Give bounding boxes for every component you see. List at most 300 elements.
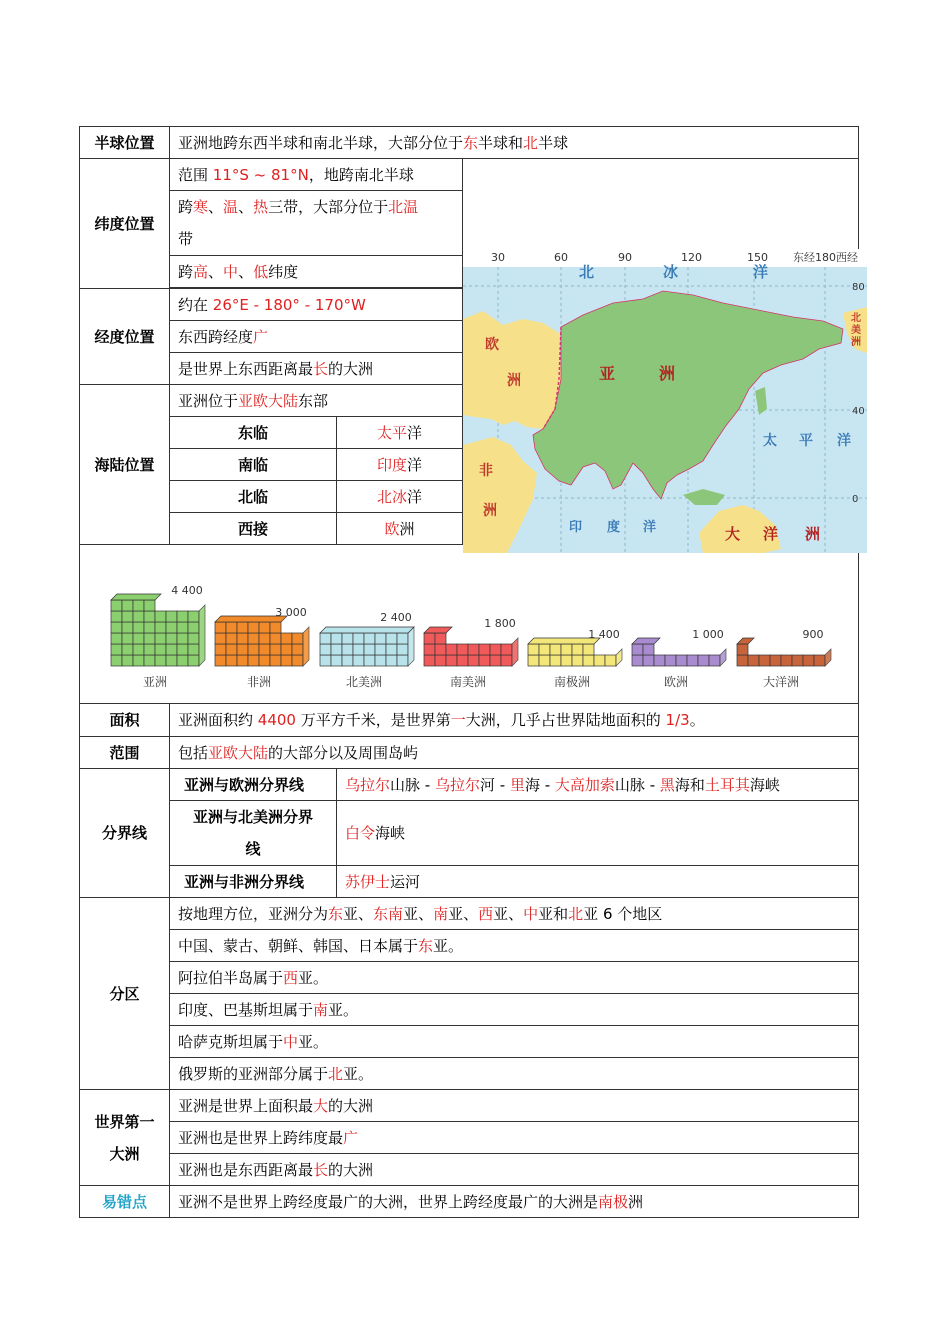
bar-cube xyxy=(166,611,177,622)
regions-label: 分区 xyxy=(80,898,170,1090)
area-label: 面积 xyxy=(80,704,170,737)
body-text: 亚洲面积约 xyxy=(178,711,258,729)
bar-cube xyxy=(781,655,792,666)
bar-side xyxy=(512,638,518,666)
bar-cube xyxy=(155,611,166,622)
body-text: 东部 xyxy=(298,391,329,410)
highlight-text: 1/3 xyxy=(665,711,690,729)
highlight-text: 北冰 xyxy=(376,487,407,506)
bar-cube xyxy=(111,600,122,611)
latitude-line-2: 跨寒、温、热三带，大部分位于北温 带 xyxy=(170,191,463,256)
highlight-text: 南 xyxy=(433,904,449,923)
bar-cube xyxy=(490,655,501,666)
sealand-south-value xyxy=(337,449,463,481)
body-text: 运河 xyxy=(390,872,421,891)
first-line-2 xyxy=(170,1122,859,1154)
bar-cube xyxy=(166,633,177,644)
bar-cube xyxy=(457,655,468,666)
highlight-text: 中 xyxy=(223,262,239,281)
latitude-tick-label: 40 xyxy=(852,406,865,417)
bar-category-label: 北美洲 xyxy=(345,675,383,689)
bar-cube xyxy=(331,633,342,644)
bar-cube xyxy=(446,644,457,655)
bar-cube xyxy=(188,633,199,644)
bar-cube xyxy=(435,655,446,666)
highlight-text: 东 xyxy=(463,133,479,152)
body-text: 亚 6 个地区 xyxy=(583,904,663,923)
highlight-text: 东南 xyxy=(373,904,404,923)
bar-cube xyxy=(550,644,561,655)
bar-cube xyxy=(166,655,177,666)
bar-cube xyxy=(748,655,759,666)
bar-cube xyxy=(122,600,133,611)
body-text: 三带，大部分位于 xyxy=(268,198,389,216)
body-text: 亚、 xyxy=(448,904,479,923)
sealand-north-label: 北临 xyxy=(170,481,337,513)
longitude-tick-label: 30 xyxy=(491,251,505,264)
body-text: 哈萨克斯坦属于 xyxy=(178,1032,284,1051)
body-text: 、 xyxy=(238,198,254,216)
arctic-ocean-label: 洋 xyxy=(753,263,769,281)
body-text: 阿拉伯半岛属于 xyxy=(178,968,284,987)
body-text: 洋 xyxy=(407,423,423,442)
highlight-text: 亚欧大陆 xyxy=(208,743,269,762)
longitude-line-3 xyxy=(170,353,463,385)
highlight-text: 4400 xyxy=(257,711,296,729)
bar-top xyxy=(111,594,161,600)
regions-line-2 xyxy=(170,930,859,962)
bar-category-label: 亚洲 xyxy=(142,675,168,689)
arctic-ocean-label: 冰 xyxy=(663,263,679,281)
bar-value-label: 3 000 xyxy=(275,606,307,619)
body-text: 亚、 xyxy=(493,904,524,923)
bar-cube xyxy=(281,655,292,666)
body-text: 按地理方位，亚洲分为 xyxy=(178,904,329,923)
highlight-text: 南极 xyxy=(598,1192,629,1211)
body-text: 亚。 xyxy=(343,1064,374,1083)
highlight-text: 太平 xyxy=(376,423,407,442)
indian-ocean-label: 度 xyxy=(607,520,621,535)
bar-cube xyxy=(759,655,770,666)
body-text: 半球和 xyxy=(478,133,524,152)
bar-cube xyxy=(364,633,375,644)
latitude-line-3 xyxy=(170,256,463,288)
body-text: 洋 xyxy=(407,487,423,506)
bar-cube xyxy=(643,655,654,666)
bar-cube xyxy=(320,655,331,666)
oceania-label: 洲 xyxy=(805,525,821,543)
sealand-east-value xyxy=(337,417,463,449)
longitude-tick-label: 90 xyxy=(618,251,632,264)
body-text: 亚洲也是东西距离最 xyxy=(178,1160,314,1179)
bar-cube xyxy=(155,622,166,633)
bar-category-label: 南美洲 xyxy=(449,675,487,689)
bar-cube xyxy=(814,655,825,666)
body-text: 海峡 xyxy=(375,824,406,842)
bar-cube xyxy=(331,655,342,666)
bar-cube xyxy=(386,655,397,666)
bar-top xyxy=(737,638,754,644)
bar-南美洲 xyxy=(424,627,518,666)
bar-cube xyxy=(259,633,270,644)
bar-cube xyxy=(292,655,303,666)
body-text: ，地跨南北半球 xyxy=(308,165,414,184)
bar-cube xyxy=(111,622,122,633)
bar-cube xyxy=(539,644,550,655)
body-text: 俄罗斯的亚洲部分属于 xyxy=(178,1064,329,1083)
bar-cube xyxy=(188,611,199,622)
body-text: 印度、巴基斯坦属于 xyxy=(178,1000,314,1019)
highlight-text: 乌拉尔 xyxy=(434,775,480,794)
body-text: 亚和 xyxy=(538,904,569,923)
area-text xyxy=(170,704,859,737)
body-text: 海峡 xyxy=(749,775,780,794)
sealand-label: 海陆位置 xyxy=(80,385,170,545)
bar-cube xyxy=(737,655,748,666)
body-text: 东西跨经度 xyxy=(178,327,254,346)
bar-cube xyxy=(501,655,512,666)
highlight-text: 南 xyxy=(313,1000,329,1019)
bar-cube xyxy=(144,611,155,622)
bar-side xyxy=(303,627,309,666)
boundary-asia-namerica-label: 亚洲与北美洲分界 线 xyxy=(170,801,337,866)
body-text: 河 - xyxy=(479,775,510,794)
asia-summary-table xyxy=(79,126,865,1218)
body-text: 、 xyxy=(208,198,224,216)
sealand-west-label: 西接 xyxy=(170,513,337,545)
bar-cube xyxy=(424,633,435,644)
boundary-asia-africa-value xyxy=(337,866,859,898)
bar-cube xyxy=(215,644,226,655)
bar-cube xyxy=(122,633,133,644)
body-text: 海和 xyxy=(674,775,705,794)
bar-top xyxy=(632,638,660,644)
highlight-text: 一 xyxy=(450,711,466,729)
body-text: 洲 xyxy=(628,1192,644,1211)
highlight-text: 大 xyxy=(313,1096,329,1115)
body-text: 亚、 xyxy=(403,904,434,923)
bar-cube xyxy=(605,655,616,666)
bar-cube xyxy=(539,655,550,666)
continent-area-chart xyxy=(80,545,857,698)
bar-cube xyxy=(226,633,237,644)
bar-cube xyxy=(248,644,259,655)
highlight-text: 北温 xyxy=(388,198,419,216)
body-text: 中国、蒙古、朝鲜、韩国、日本属于 xyxy=(178,936,419,955)
highlight-text: 11°S ~ 81°N xyxy=(212,165,309,184)
bar-cube xyxy=(111,611,122,622)
pacific-ocean-label: 洋 xyxy=(837,433,851,449)
bar-cube xyxy=(144,633,155,644)
longitude-tick-label: 60 xyxy=(554,251,568,264)
bar-cube xyxy=(292,633,303,644)
body-text: 亚洲地跨东西半球和南北半球，大部分位于 xyxy=(178,133,464,152)
bar-cube xyxy=(155,644,166,655)
bar-cube xyxy=(397,633,408,644)
arctic-ocean-label: 北 xyxy=(579,263,595,281)
bar-cube xyxy=(342,633,353,644)
bar-cube xyxy=(375,633,386,644)
pacific-ocean-label: 平 xyxy=(799,433,813,449)
pacific-ocean-label: 太 xyxy=(763,433,777,449)
highlight-text: 长 xyxy=(313,359,329,378)
bar-cube xyxy=(397,644,408,655)
body-text: 的大洲 xyxy=(328,1096,374,1115)
bar-value-label: 2 400 xyxy=(380,611,412,624)
bar-cube xyxy=(594,655,605,666)
bar-cube xyxy=(270,644,281,655)
bar-cube xyxy=(111,644,122,655)
regions-line-4 xyxy=(170,994,859,1026)
bar-cube xyxy=(237,633,248,644)
body-text: 半球 xyxy=(538,133,569,152)
bar-cube xyxy=(177,644,188,655)
bar-cube xyxy=(501,644,512,655)
bar-cube xyxy=(155,633,166,644)
bar-cube xyxy=(676,655,687,666)
bar-side xyxy=(616,649,622,666)
latitude-label: 纬度位置 xyxy=(80,159,170,289)
bar-cube xyxy=(188,655,199,666)
latitude-line-1 xyxy=(170,159,463,191)
highlight-text: 大高加索 xyxy=(554,775,615,794)
area-chart-cell xyxy=(80,545,859,704)
body-text: 的大部分以及周围岛屿 xyxy=(268,743,419,762)
bar-cube xyxy=(122,622,133,633)
sealand-west-value xyxy=(337,513,463,545)
bar-cube xyxy=(572,644,583,655)
bar-cube xyxy=(144,644,155,655)
body-text: 亚。 xyxy=(328,1000,359,1019)
bar-cube xyxy=(177,655,188,666)
highlight-text: 里 xyxy=(509,775,525,794)
bar-top xyxy=(424,627,452,633)
bar-cube xyxy=(572,655,583,666)
bar-cube xyxy=(320,633,331,644)
bar-cube xyxy=(550,655,561,666)
oceania-label: 大 xyxy=(725,525,741,543)
bar-cube xyxy=(457,644,468,655)
bar-cube xyxy=(248,633,259,644)
bar-cube xyxy=(698,655,709,666)
bar-欧洲 xyxy=(632,638,726,666)
bar-cube xyxy=(133,633,144,644)
highlight-text: 寒 xyxy=(193,198,209,216)
bar-cube xyxy=(237,622,248,633)
body-text: 纬度 xyxy=(268,262,299,281)
highlight-text: 印度 xyxy=(376,455,407,474)
bar-cube xyxy=(122,644,133,655)
highlight-text: 广 xyxy=(253,327,269,346)
europe-label: 洲 xyxy=(507,373,521,389)
body-text: 洲 xyxy=(399,519,415,538)
sealand-intro xyxy=(170,385,463,417)
bar-cube xyxy=(237,644,248,655)
longitude-label: 经度位置 xyxy=(80,289,170,385)
bar-cube xyxy=(583,644,594,655)
bar-cube xyxy=(632,655,643,666)
body-text: 亚。 xyxy=(433,936,464,955)
highlight-text: 西 xyxy=(478,904,494,923)
bar-大洋洲 xyxy=(737,638,831,666)
highlight-text: 亚欧大陆 xyxy=(238,391,299,410)
highlight-text: 温 xyxy=(223,198,239,216)
bar-cube xyxy=(111,655,122,666)
highlight-text: 高 xyxy=(193,262,209,281)
bar-cube xyxy=(561,655,572,666)
africa-label: 非 xyxy=(479,463,493,479)
indian-ocean-label: 洋 xyxy=(643,520,657,535)
bar-cube xyxy=(248,655,259,666)
body-text: 跨 xyxy=(178,198,194,216)
bar-cube xyxy=(226,622,237,633)
bar-cube xyxy=(364,644,375,655)
highlight-text: 西 xyxy=(283,968,299,987)
bar-cube xyxy=(353,633,364,644)
highlight-text: 欧 xyxy=(384,519,400,538)
bar-cube xyxy=(133,644,144,655)
bar-cube xyxy=(133,600,144,611)
bar-cube xyxy=(424,655,435,666)
body-text: 亚洲位于 xyxy=(178,391,239,410)
sealand-east-label: 东临 xyxy=(170,417,337,449)
bar-cube xyxy=(353,644,364,655)
bar-cube xyxy=(215,633,226,644)
bar-cube xyxy=(144,622,155,633)
boundary-asia-africa-label: 亚洲与非洲分界线 xyxy=(170,866,337,898)
highlight-text: 广 xyxy=(343,1128,359,1147)
bar-side xyxy=(825,649,831,666)
bar-cube xyxy=(133,655,144,666)
bar-cube xyxy=(226,655,237,666)
bar-cube xyxy=(561,644,572,655)
europe-label: 欧 xyxy=(485,337,499,353)
bar-非洲 xyxy=(215,616,309,666)
bar-cube xyxy=(215,655,226,666)
oceania-label: 洋 xyxy=(763,525,779,543)
highlight-text: 长 xyxy=(313,1160,329,1179)
body-text: 的大洲 xyxy=(328,359,374,378)
bar-cube xyxy=(133,622,144,633)
body-text: 亚、 xyxy=(343,904,374,923)
bar-side xyxy=(408,627,414,666)
bar-cube xyxy=(737,644,748,655)
highlight-text: 热 xyxy=(253,198,269,216)
bar-cube xyxy=(188,644,199,655)
mistake-label: 易错点 xyxy=(80,1186,170,1218)
bar-cube xyxy=(281,633,292,644)
latitude-tick-label: 0 xyxy=(852,494,859,505)
bar-cube xyxy=(281,644,292,655)
body-text: 约在 xyxy=(178,295,213,314)
body-text: 包括 xyxy=(178,743,209,762)
bar-cube xyxy=(259,655,270,666)
bar-cube xyxy=(446,655,457,666)
highlight-text: 北 xyxy=(568,904,584,923)
bar-cube xyxy=(177,611,188,622)
bar-cube xyxy=(177,622,188,633)
body-text: 亚。 xyxy=(298,968,329,987)
boundary-label: 分界线 xyxy=(80,769,170,898)
body-text: 、 xyxy=(238,262,254,281)
north-america-label: 洲 xyxy=(851,337,861,348)
bar-cube xyxy=(215,622,226,633)
north-america-label: 美 xyxy=(851,325,861,336)
bar-cube xyxy=(177,633,188,644)
bar-cube xyxy=(709,655,720,666)
body-text: 海 - xyxy=(524,775,555,794)
bar-cube xyxy=(144,655,155,666)
bar-cube xyxy=(331,644,342,655)
highlight-text: 黑 xyxy=(659,775,675,794)
bar-cube xyxy=(643,644,654,655)
range-label: 范围 xyxy=(80,737,170,769)
regions-line-5 xyxy=(170,1026,859,1058)
bar-cube xyxy=(166,622,177,633)
highlight-text: 北 xyxy=(523,133,539,152)
bar-cube xyxy=(342,644,353,655)
bar-cube xyxy=(386,633,397,644)
bar-南极洲 xyxy=(528,638,622,666)
longitude-tick-label: 120 xyxy=(681,251,702,264)
bar-value-label: 1 800 xyxy=(484,617,516,630)
first-line-3 xyxy=(170,1154,859,1186)
body-text: 大洲，几乎占世界陆地面积的 xyxy=(465,711,666,729)
bar-category-label: 大洋洲 xyxy=(762,675,800,689)
bar-cube xyxy=(342,655,353,666)
highlight-text: 白令 xyxy=(345,824,376,842)
body-text: 亚洲不是世界上跨经度最广的大洲，世界上跨经度最广的大洲是 xyxy=(178,1192,599,1211)
longitude-tick-label: 东经180西经 xyxy=(793,251,858,264)
bar-cube xyxy=(375,644,386,655)
body-text: 范围 xyxy=(178,165,213,184)
longitude-line-1 xyxy=(170,289,463,321)
asia-map-cell xyxy=(463,159,865,545)
highlight-text: 26°E - 180° - 170°W xyxy=(212,295,366,314)
bar-cube xyxy=(792,655,803,666)
bar-cube xyxy=(687,655,698,666)
highlight-text: 中 xyxy=(283,1032,299,1051)
body-text: 亚洲也是世界上跨纬度最 xyxy=(178,1128,344,1147)
europe-land xyxy=(463,311,561,429)
bar-cube xyxy=(479,655,490,666)
body-text: 洋 xyxy=(407,455,423,474)
indian-ocean-label: 印 xyxy=(569,520,583,535)
first-line-1 xyxy=(170,1090,859,1122)
asia-label: 亚 xyxy=(599,364,616,383)
bar-cube xyxy=(144,600,155,611)
body-text: 、 xyxy=(208,262,224,281)
bar-cube xyxy=(375,655,386,666)
bar-cube xyxy=(479,644,490,655)
asia-label: 洲 xyxy=(659,364,676,383)
first-continent-label: 世界第一 大洲 xyxy=(80,1090,170,1186)
bar-cube xyxy=(270,655,281,666)
highlight-text: 北 xyxy=(328,1064,344,1083)
bar-cube xyxy=(133,611,144,622)
regions-line-6 xyxy=(170,1058,859,1090)
bar-cube xyxy=(435,644,446,655)
bar-cube xyxy=(320,644,331,655)
bar-cube xyxy=(364,655,375,666)
bar-cube xyxy=(583,655,594,666)
boundary-asia-europe-label: 亚洲与欧洲分界线 xyxy=(170,769,337,801)
bar-cube xyxy=(237,655,248,666)
highlight-text: 乌拉尔 xyxy=(345,775,391,794)
bar-cube xyxy=(122,611,133,622)
bar-cube xyxy=(270,622,281,633)
bar-value-label: 900 xyxy=(802,628,824,641)
